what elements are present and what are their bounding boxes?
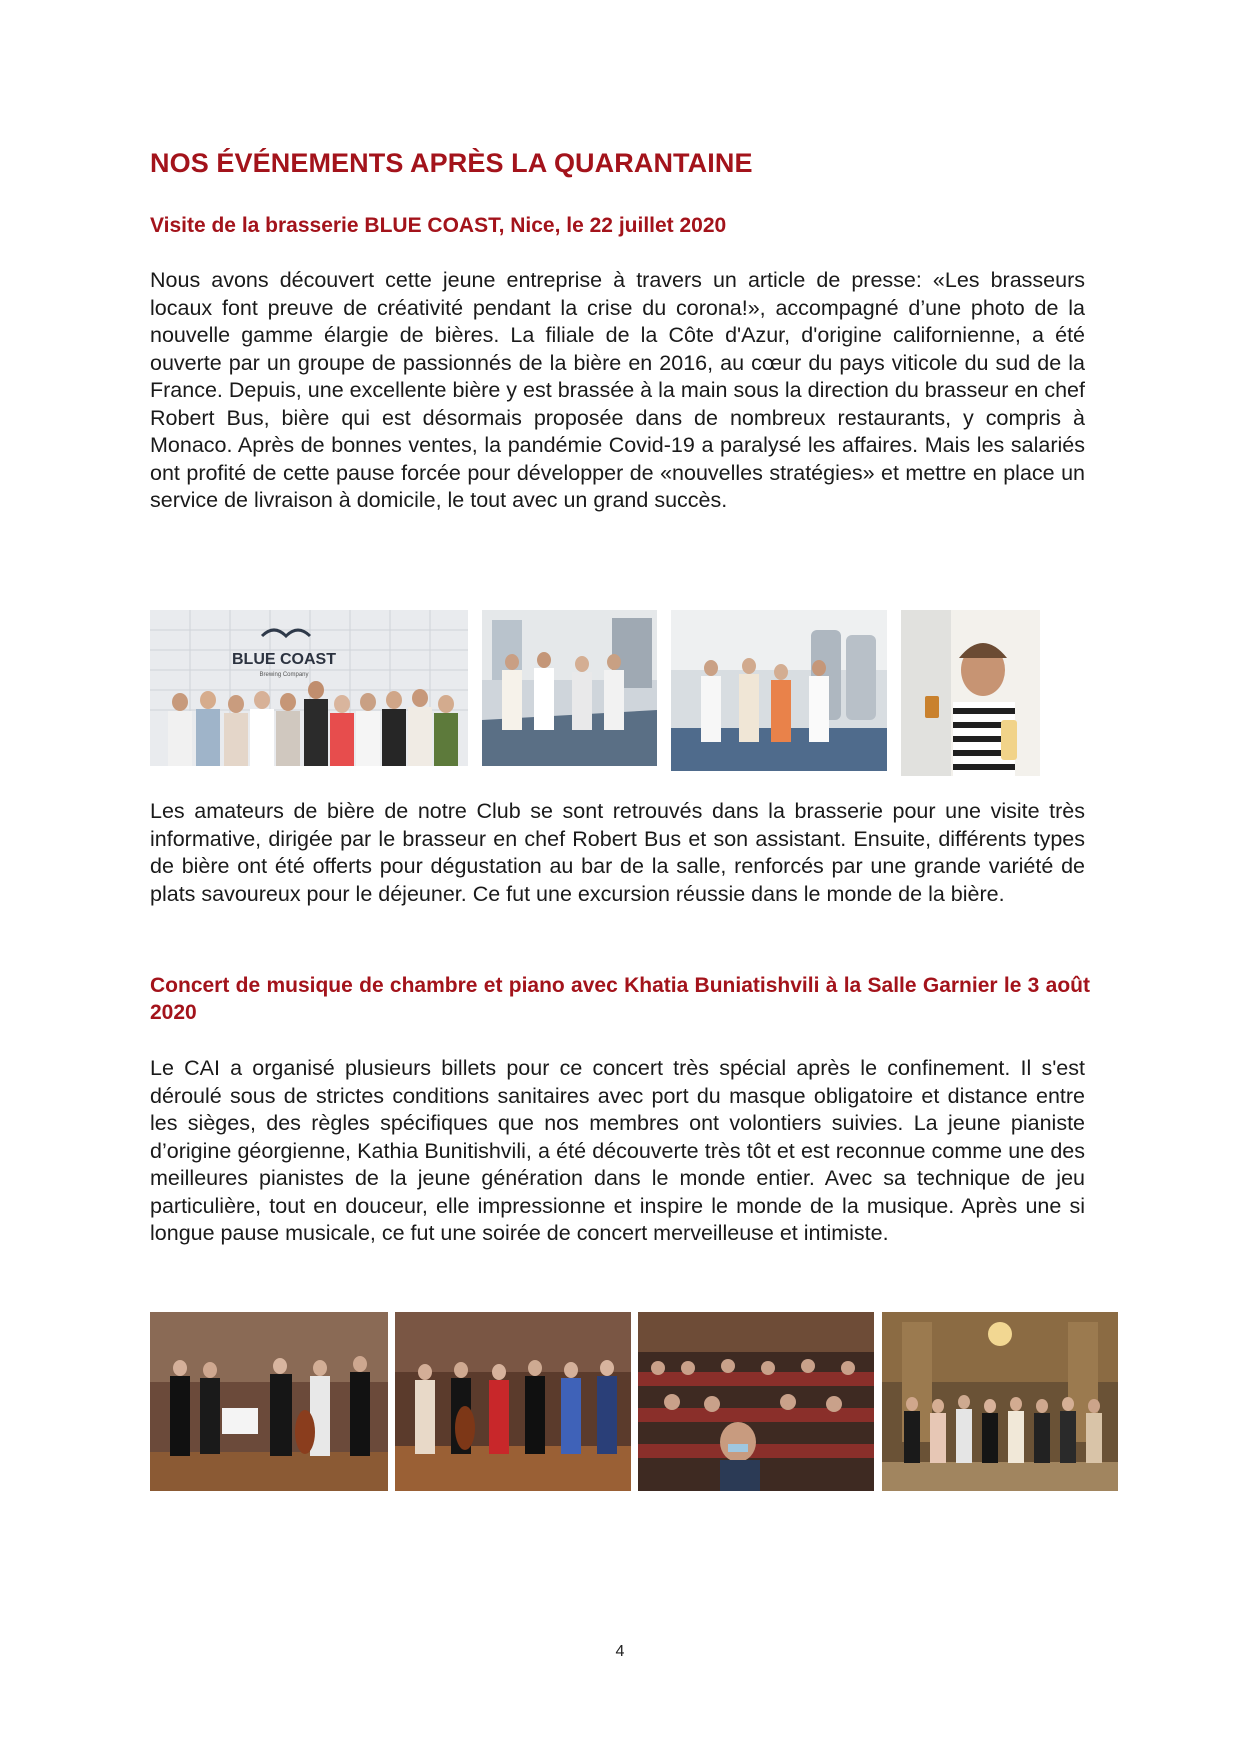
section2-paragraph1: Le CAI a organisé plusieurs billets pour ce concert très spécial après le confinement. Il s'est déroulé sous de strictes conditions sanitaires avec port du masque obligatoire et distance entre les sièges, des règles spécifiques que nos membres ont volontiers suivies. La jeune pianiste d’origine géorgienne, Kathia Bunitishvili, a été découverte très tôt et est reconnue comme une des meilleures pianistes de la jeune génération dans le monde entier. Avec sa technique de jeu particulière, tout en douceur, elle impressionne et inspire le monde de la musique. Après une si longue pause musicale, ce fut une soirée de concert merveilleuse et intimiste. xyxy=(150,1056,1085,1245)
photo-brewery-tanks xyxy=(671,610,887,771)
photo-brewery-hall xyxy=(482,610,657,766)
page-number: 4 xyxy=(615,1643,625,1660)
photo-concert-stage xyxy=(150,1312,388,1491)
section1-paragraph2: Les amateurs de bière de notre Club se sont retrouvés dans la brasserie pour une visite très informative, dirigée par le brasseur en chef Robert Bus et son assistant. Ensuite, différents types de bière ont été offerts pour dégustation au bar de la salle, renforcés par une grande variété de plats savoureux pour le déjeuner. Ce fut une excursion réussie dans le monde de la bière. xyxy=(150,799,1085,906)
photo-beer-tasting xyxy=(901,610,1040,776)
section1-heading: Visite de la brasserie BLUE COAST, Nice, le 22 juillet 2020 xyxy=(150,214,727,237)
section1-paragraph1: Nous avons découvert cette jeune entreprise à travers un article de presse: «Les brasseurs locaux font preuve de créativité pendant la crise du corona!», accompagné d’une photo de la nouvelle gamme élargie de bières. La filiale de la Côte d'Azur, d'origine californienne, a été ouverte par un groupe de passionnés de la bière en 2016, au cœur du pays viticole du sud de la France. Depuis, une excellente bière y est brassée à la main sous la direction du brasseur en chef Robert Bus, bière qui est désormais proposée dans de nombreux restaurants, y compris à Monaco. Après de bonnes ventes, la pandémie Covid-19 a paralysé les affaires. Mais les salariés ont profité de cette pause forcée pour développer de «nouvelles stratégies» et mettre en place un service de livraison à domicile, le tout avec un grand succès. xyxy=(150,268,1085,512)
photo-brewery-group xyxy=(150,610,468,766)
section2-heading: Concert de musique de chambre et piano avec Khatia Buniatishvili à la Salle Garnier le 3 août 2020 xyxy=(150,974,1090,1024)
photo-opera-foyer xyxy=(882,1312,1118,1491)
page-title: NOS ÉVÉNEMENTS APRÈS LA QUARANTAINE xyxy=(150,148,753,178)
photo-concert-audience xyxy=(638,1312,874,1491)
photo-sign-text: BLUE COAST xyxy=(232,651,336,668)
photo-concert-musicians xyxy=(395,1312,631,1491)
photo-sign-subtext: Brewing Company xyxy=(259,672,309,678)
